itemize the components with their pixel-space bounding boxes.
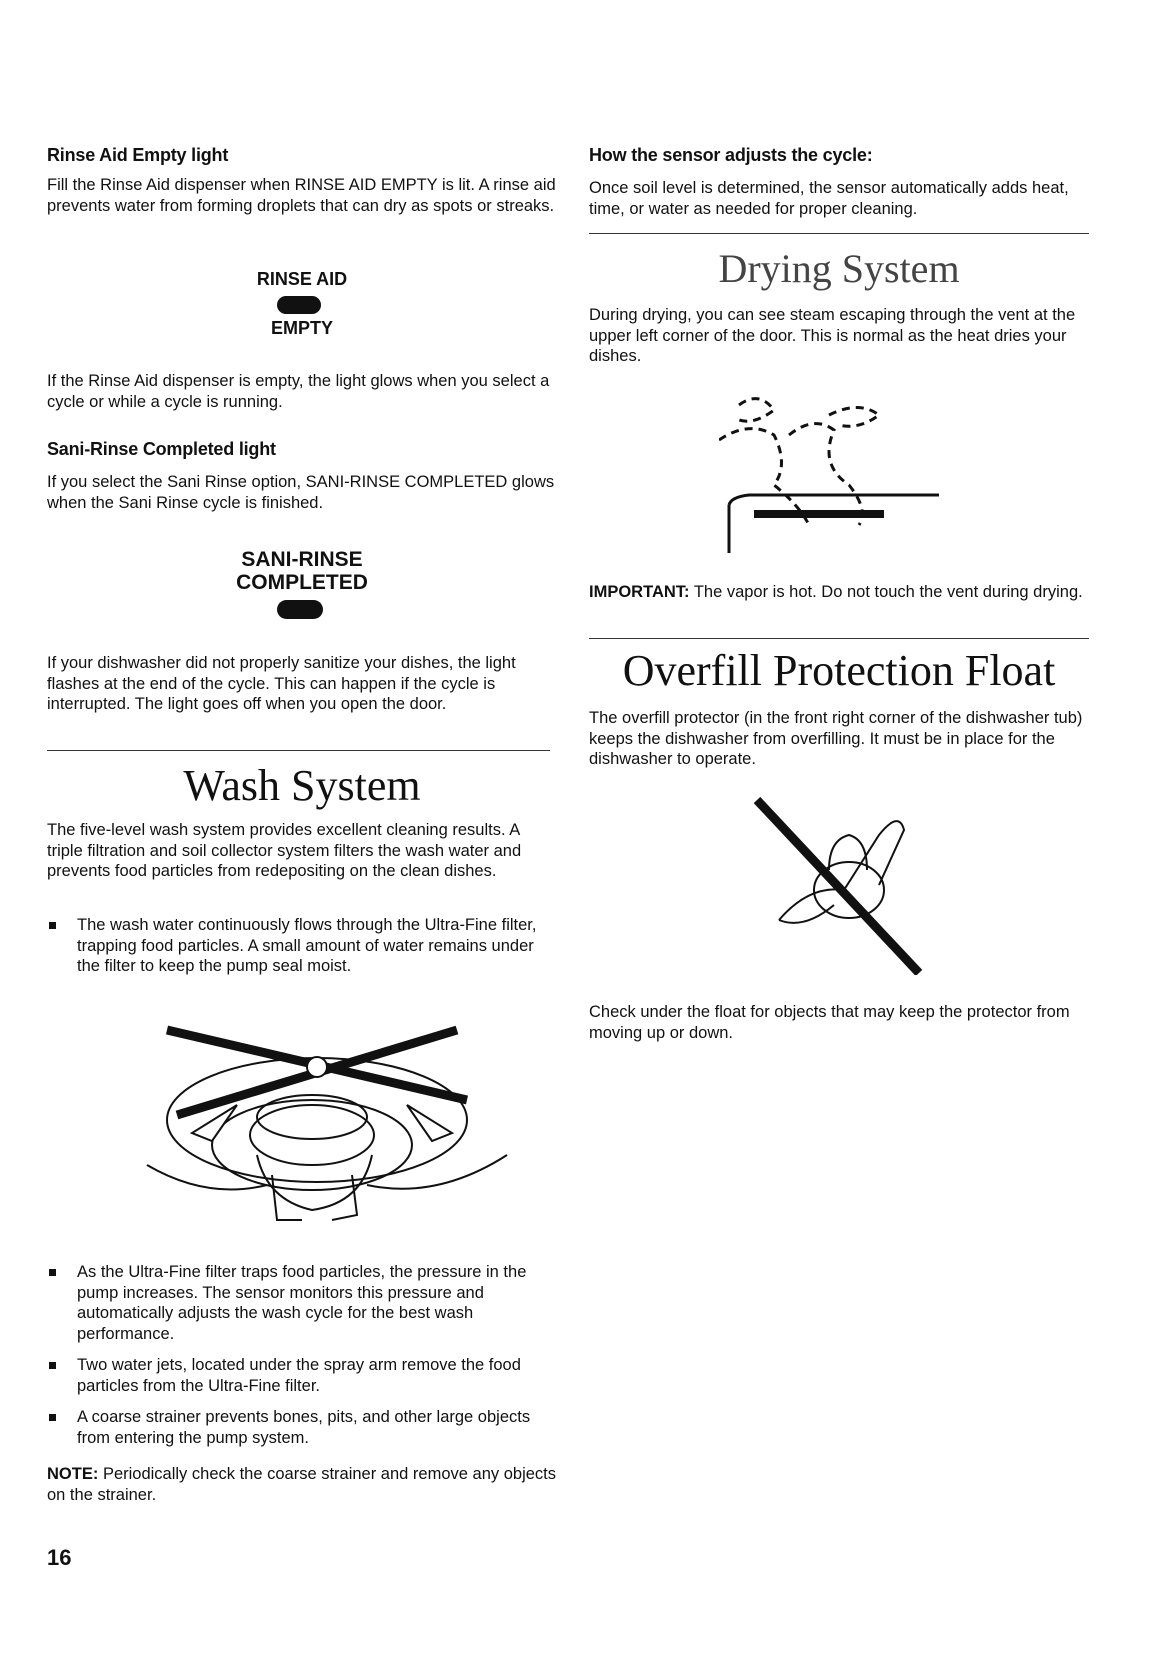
pump-housing (250, 1105, 374, 1165)
sani-rinse-text: If you select the Sani Rinse option, SANI-RINSE COMPLETED glows when the Sani Rinse cycle is finished. (47, 473, 555, 512)
float-arm (779, 821, 904, 920)
sani-rinse-label-top: SANI-RINSE (241, 548, 363, 571)
overfill-float-illustration (749, 795, 929, 975)
bullet-square-icon (49, 1362, 56, 1369)
spray-arm-illustration (117, 1025, 517, 1225)
arm-hub (307, 1057, 327, 1077)
check-text: Check under the float for objects that may keep the protector from moving up or down. (589, 1003, 1070, 1042)
rinse-aid-indicator-icon (277, 296, 321, 314)
page-number: 16 (47, 1545, 72, 1570)
sani-rinse-heading: Sani-Rinse Completed light (47, 439, 276, 459)
wash-bullet-list-top (47, 915, 557, 977)
hose-left (147, 1165, 267, 1190)
steam-swirl-4 (829, 408, 879, 427)
prohibited-slash-icon (757, 800, 919, 973)
rinse-aid-label-top: RINSE AID (256, 269, 348, 289)
rinse-aid-text: Fill the Rinse Aid dispenser when RINSE AID EMPTY is lit. A rinse aid prevents water from forming droplets that can dry as spots or streaks. (47, 176, 556, 215)
steam-swirl-1 (739, 399, 774, 422)
sani-rinse-indicator-icon (277, 600, 323, 619)
overfill-title: Overfill Protection Float (622, 646, 1056, 695)
rinse-aid-note: If the Rinse Aid dispenser is empty, the light glows when you select a cycle or while a cycle is running. (47, 372, 550, 411)
important-paragraph (589, 582, 1094, 603)
important-label: IMPORTANT: (589, 583, 690, 601)
steam-vent-illustration (719, 385, 959, 555)
overfill-text: The overfill protector (in the front right corner of the dishwasher tub) keeps the dishwasher from overfilling. It must be in place for the dishwasher to operate. (589, 709, 1083, 768)
important-text: The vapor is hot. Do not touch the vent during drying. (693, 583, 1083, 601)
bullet-square-icon (49, 1414, 56, 1421)
rinse-aid-label-bottom: EMPTY (270, 318, 333, 338)
section-divider (589, 638, 1089, 639)
section-divider (47, 750, 550, 751)
drying-text: During drying, you can see steam escaping through the vent at the upper left corner of the door. This is normal as the heat dries your dishes. (589, 306, 1076, 365)
filter-ellipse (212, 1100, 412, 1190)
sani-rinse-note: If your dishwasher did not properly sanitize your dishes, the light flashes at the end of the cycle. This can happen if the cycle is interrupted. The light goes off when you open the door. (47, 654, 516, 713)
list-item: The wash water continuously flows through the Ultra-Fine filter, trapping food particles. A small amount of water remains under the filter to keep the pump seal moist. (47, 915, 557, 977)
note-paragraph (47, 1464, 557, 1505)
sensor-text: Once soil level is determined, the sensor automatically adds heat, time, or water as needed for proper cleaning. (589, 179, 1069, 218)
vent-slot-icon (754, 510, 884, 518)
sani-rinse-label-bottom: COMPLETED (236, 571, 368, 594)
wash-bullet-list (47, 1262, 557, 1448)
hose-right (367, 1155, 507, 1189)
list-item: A coarse strainer prevents bones, pits, and other large objects from entering the pump system. (47, 1407, 557, 1448)
rinse-aid-heading: Rinse Aid Empty light (47, 145, 229, 165)
bullet-square-icon (49, 922, 56, 929)
arrow-right (407, 1105, 452, 1141)
drying-system-title: Drying System (718, 246, 960, 291)
bullet-square-icon (49, 1269, 56, 1276)
list-item: As the Ultra-Fine filter traps food particles, the pressure in the pump increases. The sensor monitors this pressure and automatically adjusts the wash cycle for the best wash performance. (47, 1262, 557, 1344)
wash-system-title: Wash System (183, 761, 421, 810)
pump-top (257, 1095, 367, 1139)
section-divider (589, 233, 1089, 234)
door-top-line (729, 495, 939, 505)
note-text: Periodically check the coarse strainer and remove any objects on the strainer. (47, 1465, 556, 1504)
sensor-heading: How the sensor adjusts the cycle: (589, 145, 873, 165)
note-label: NOTE: (47, 1465, 99, 1483)
list-item: Two water jets, located under the spray arm remove the food particles from the Ultra-Fine filter. (47, 1355, 557, 1396)
float-arm-lower (779, 905, 834, 923)
wash-system-intro: The five-level wash system provides excellent cleaning results. A triple filtration and soil collector system filters the wash water and prevents food particles from redepositing on the clean dishes. (47, 821, 522, 880)
